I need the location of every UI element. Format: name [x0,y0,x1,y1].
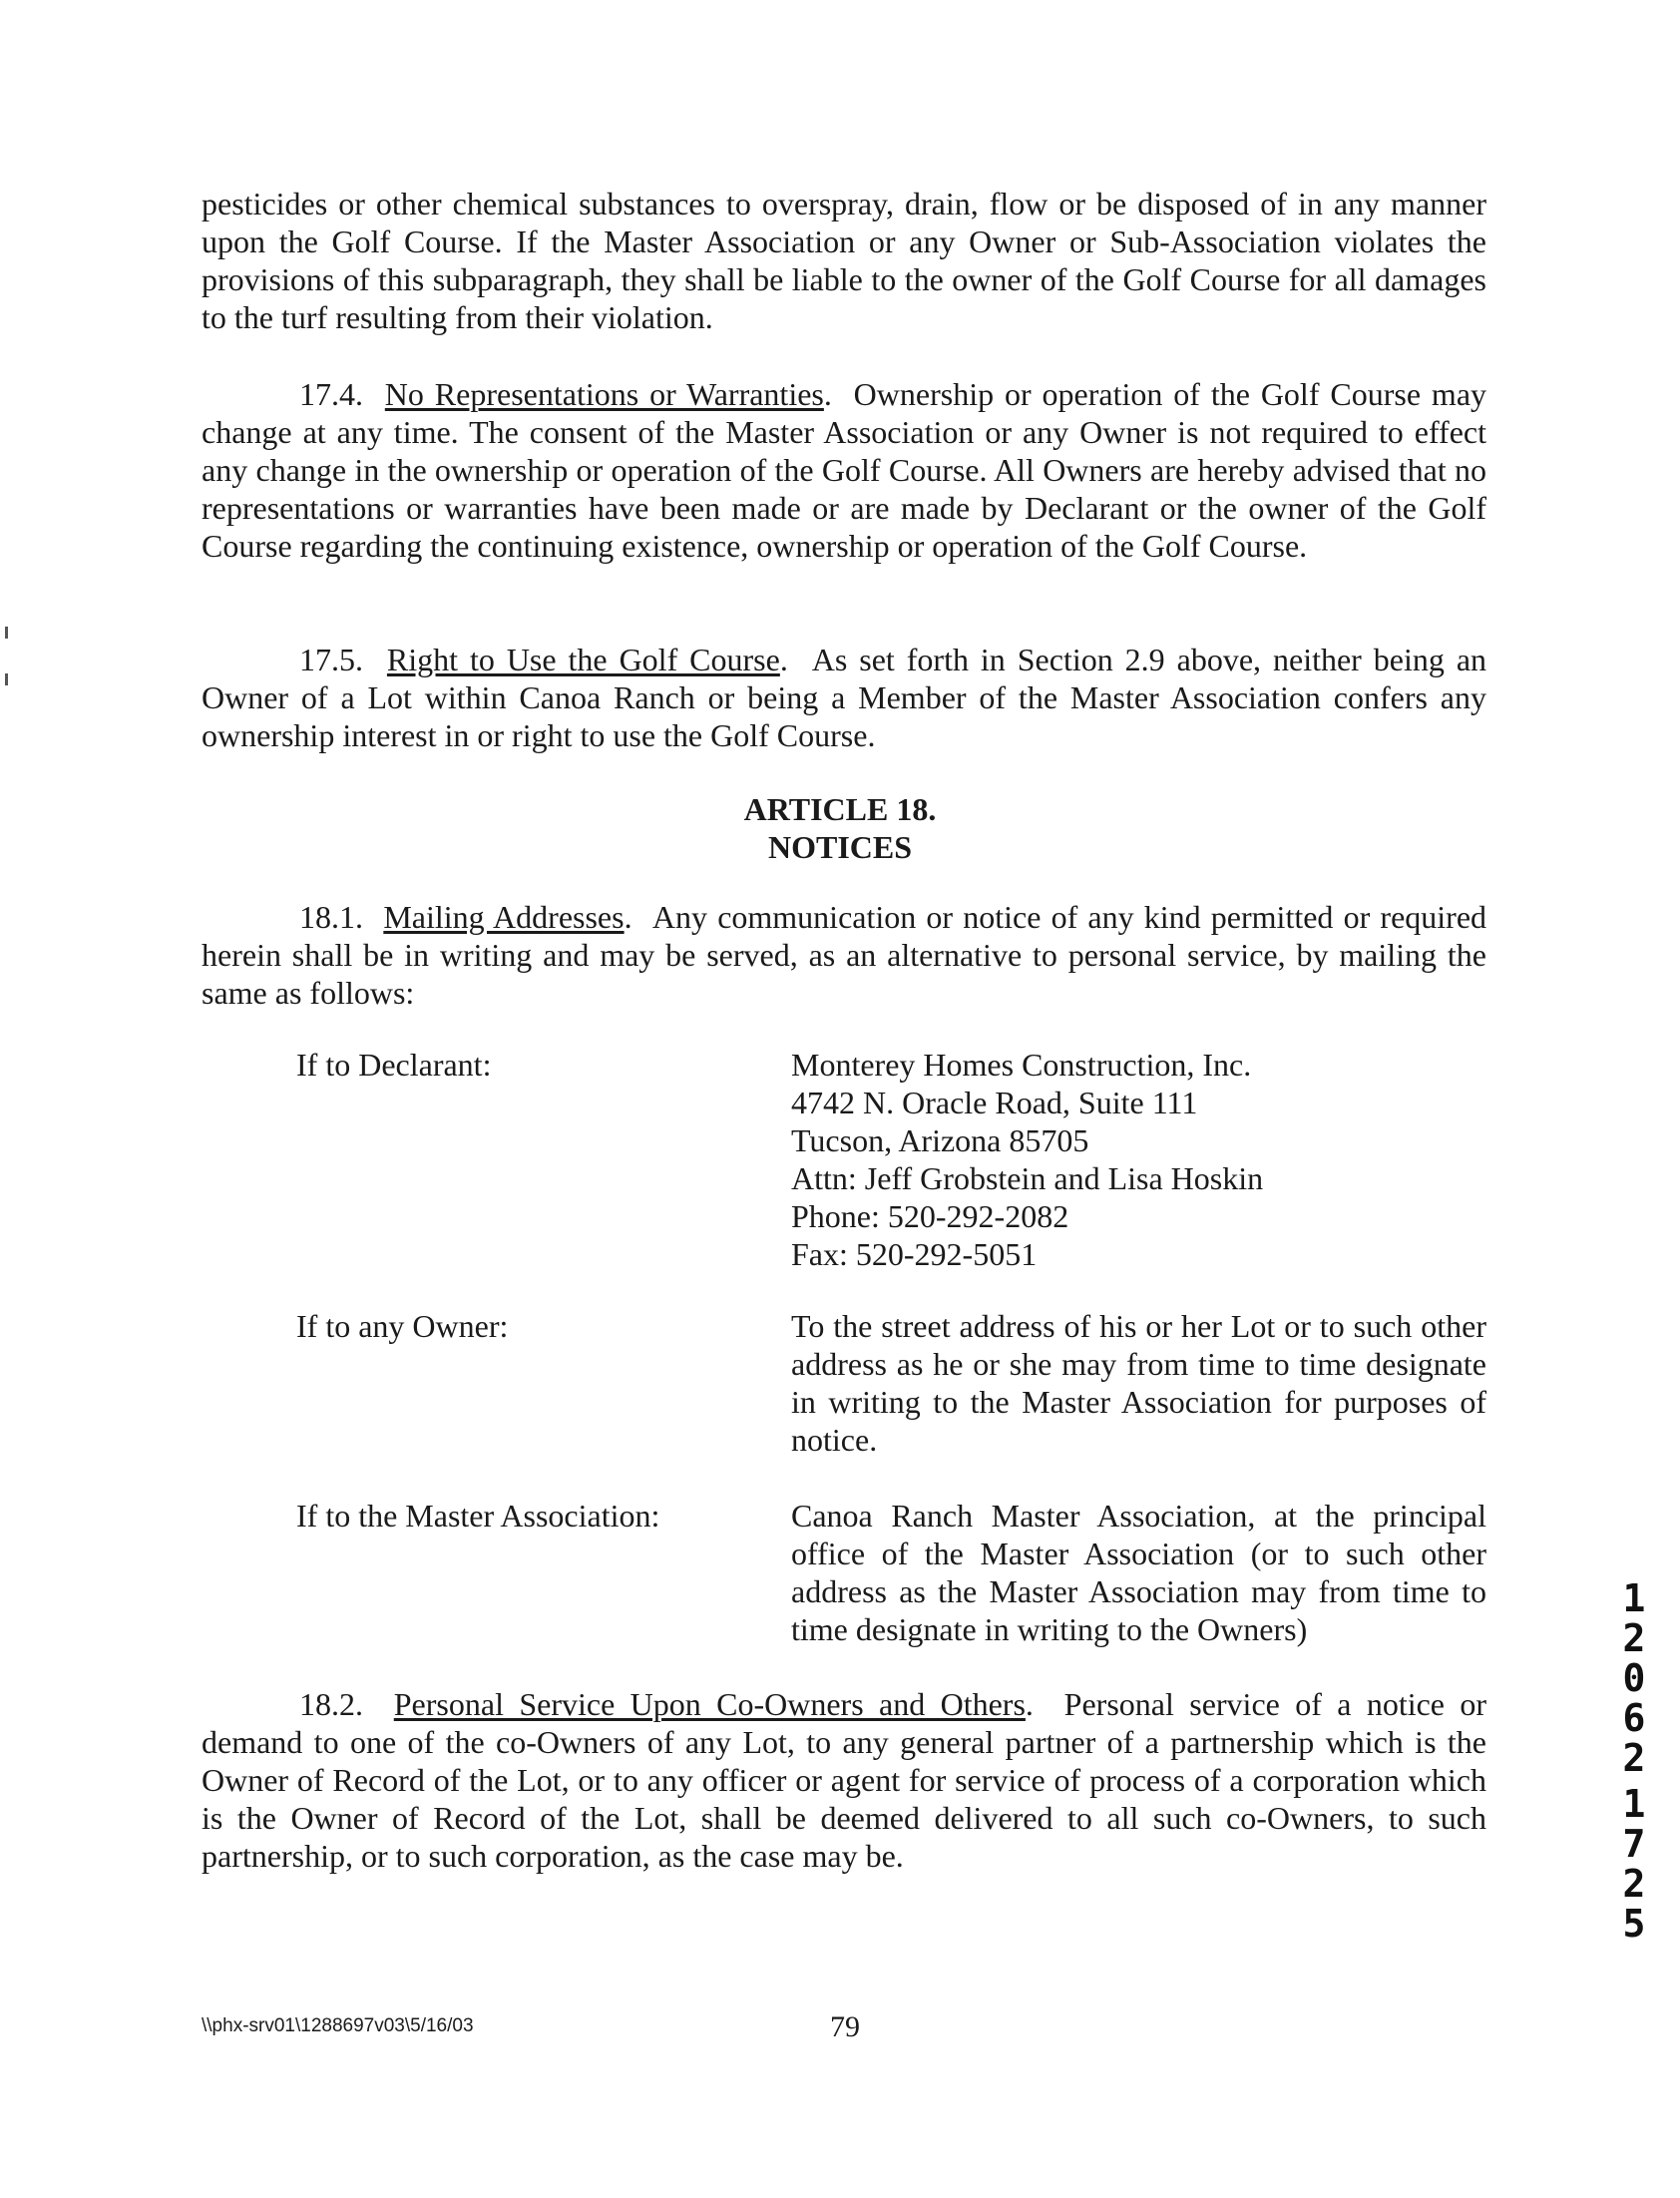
section-text: Personal service of a notice or demand to one of the co-Owners of any Lot, to any general partner of a partnership which is the Owner of Record of the Lot, or to any officer or agent for service of process of a corporation which is the Owner of Record of the Lot, shall be deemed delivered to all such co-Owners, to such partnership, or to such corporation, as the case may be. [202,1686,1487,1874]
section-number: 17.4. [299,376,363,412]
section-text: Any communication or notice of any kind permitted or required herein shall be in writing and may be served, as an alternative to personal service, by mailing the same as follows: [202,899,1487,1011]
address-line: 4742 N. Oracle Road, Suite 111 [791,1085,1198,1120]
recording-stamp-lower [1614,1784,1654,1944]
declarant-address [791,1046,1486,1273]
section-text: Ownership or operation of the Golf Course may change at any time. The consent of the Master Association or any Owner is not required to effect any change in the ownership or operation of the Golf Course. All Owners are hereby advised that no representations or warranties have been made or are made by Declarant or the owner of the Golf Course regarding the continuing existence, ownership or operation of the Golf Course. [202,376,1487,564]
section-number: 18.2. [299,1686,363,1722]
stamp-digit: 2 [1622,1616,1646,1660]
scan-margin-mark [5,627,8,639]
address-line: Phone: 520-292-2082 [791,1198,1069,1234]
stamp-digit: 6 [1622,1696,1646,1740]
section-heading: Mailing Addresses [383,899,625,935]
section-heading: Personal Service Upon Co-Owners and Others [393,1686,1026,1722]
article-subtitle: NOTICES [767,829,913,865]
recording-stamp-upper [1614,1578,1654,1778]
section-text: As set forth in Section 2.9 above, neither being an Owner of a Lot within Canoa Ranch or being a Member of the Master Association confers any ownership interest in or right to use the Golf Course. [202,642,1487,753]
address-line: Fax: 520-292-5051 [791,1236,1038,1272]
section-18-2: 18.2. Personal Service Upon Co-Owners and Others. Personal service of a notice or demand to one of the co-Owners of any Lot, to any general partner of a partnership which is the Owner of Record of the Lot, or to any officer or agent for service of process of a corporation which is the Owner of Record of the Lot, shall be deemed delivered to all such co-Owners, to such partnership, or to such corporation, as the case may be. [202,1686,1487,1874]
paragraph-continuation: pesticides or other chemical substances to overspray, drain, flow or be disposed of in any manner upon the Golf Course. If the Master Association or any Owner or Sub-Association violates the provisions of this subparagraph, they shall be liable to the owner of the Golf Course for all damages to the turf resulting from their violation. [202,186,1486,335]
scan-margin-mark [5,673,8,685]
master-association-label: If to the Master Association: [296,1498,660,1534]
owner-address: To the street address of his or her Lot or to such other address as he or she may from time to time designate in writing to the Master Association for purposes of notice. [791,1308,1486,1458]
article-title: ARTICLE 18. [743,791,937,827]
page-number: 79 [830,2010,860,2043]
section-number: 17.5. [299,642,363,677]
owner-label: If to any Owner: [296,1308,509,1344]
section-number: 18.1. [299,899,363,935]
declarant-label: If to Declarant: [296,1047,492,1083]
stamp-digit: 7 [1622,1822,1646,1866]
section-18-1: 18.1. Mailing Addresses. Any communication or notice of any kind permitted or required herein shall be in writing and may be served, as an alternative to personal service, by mailing the same as follows: [202,899,1487,1011]
stamp-digit: 5 [1622,1902,1646,1946]
stamp-digit: 2 [1622,1862,1646,1906]
stamp-digit: 0 [1622,1656,1646,1700]
section-heading: No Representations or Warranties [384,376,824,412]
stamp-digit: 1 [1622,1576,1646,1620]
section-17-4: 17.4. No Representations or Warranties. Ownership or operation of the Golf Course may change at any time. The consent of the Master Association or any Owner is not required to effect any change in the ownership or operation of the Golf Course. All Owners are hereby advised that no representations or warranties have been made or are made by Declarant or the owner of the Golf Course regarding the continuing existence, ownership or operation of the Golf Course. [202,376,1487,564]
stamp-digit: 1 [1622,1782,1646,1826]
section-17-5: 17.5. Right to Use the Golf Course. As set forth in Section 2.9 above, neither being an Owner of a Lot within Canoa Ranch or being a Member of the Master Association confers any ownership interest in or right to use the Golf Course. [202,642,1487,753]
section-heading: Right to Use the Golf Course [386,642,780,677]
address-line: Monterey Homes Construction, Inc. [791,1047,1252,1083]
footer-document-path: \\phx-srv01\1288697v03\5/16/03 [202,2015,474,2036]
address-line: Tucson, Arizona 85705 [791,1122,1089,1158]
address-line: Attn: Jeff Grobstein and Lisa Hoskin [791,1160,1264,1196]
master-association-address: Canoa Ranch Master Association, at the principal office of the Master Association (or to such other address as the Master Association may from time to time designate in writing to the Owners) [791,1498,1486,1647]
stamp-digit: 2 [1622,1736,1646,1780]
